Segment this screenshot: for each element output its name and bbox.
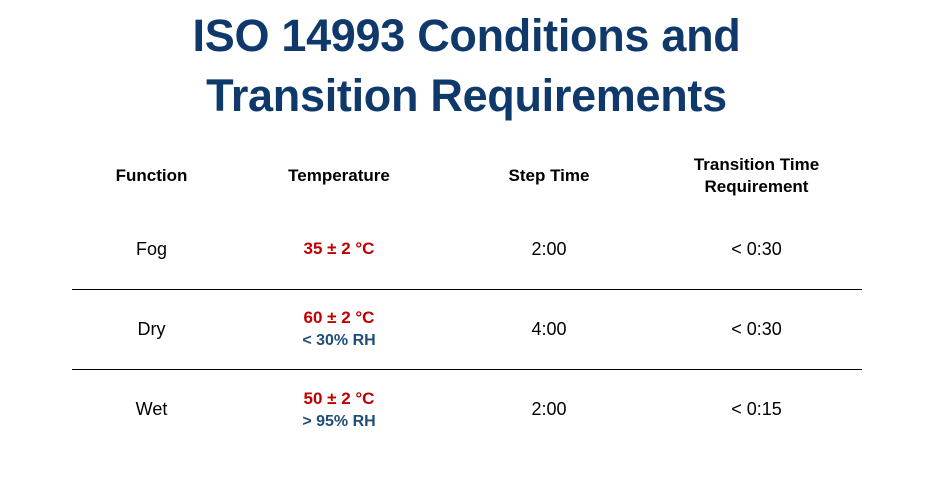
cell-transition-time: < 0:30 bbox=[731, 238, 782, 259]
table-body bbox=[72, 210, 862, 450]
temperature-stack bbox=[232, 388, 447, 433]
humidity-value: < 30% RH bbox=[302, 332, 376, 350]
cell-temperature bbox=[232, 370, 447, 450]
cell-step-time: 4:00 bbox=[447, 290, 652, 370]
temperature-stack bbox=[232, 238, 447, 261]
page-title bbox=[0, 0, 933, 126]
page-title-line-2: Transition Requirements bbox=[206, 69, 727, 121]
cell-function: Dry bbox=[72, 290, 232, 370]
temperature-value: 50 ± 2 °C bbox=[303, 388, 375, 408]
table-row bbox=[72, 210, 862, 290]
table-header bbox=[72, 148, 862, 210]
cell-transition-time: < 0:15 bbox=[652, 370, 862, 450]
cell-step-time: 2:00 bbox=[531, 238, 567, 259]
temperature-stack bbox=[232, 307, 447, 352]
table-header-row bbox=[72, 148, 862, 210]
cell-function: Fog bbox=[135, 238, 168, 259]
cell-step-time: 2:00 bbox=[447, 370, 652, 450]
column-header-transition-time-line-1: Transition Time bbox=[693, 155, 820, 175]
cell-temperature bbox=[232, 290, 447, 370]
table-row bbox=[72, 370, 862, 450]
cell-temperature bbox=[232, 210, 447, 290]
temperature-value: 35 ± 2 °C bbox=[303, 238, 375, 258]
page-title-line-1: ISO 14993 Conditions and bbox=[192, 10, 741, 61]
column-header-step-time: Step Time bbox=[508, 166, 590, 186]
cell-transition-time: < 0:30 bbox=[652, 290, 862, 370]
table-row bbox=[72, 290, 862, 370]
column-header-transition-time bbox=[652, 148, 862, 210]
column-header-function: Function bbox=[115, 166, 188, 186]
column-header-temperature: Temperature bbox=[288, 166, 390, 186]
humidity-value: > 95% RH bbox=[302, 412, 376, 430]
conditions-table bbox=[72, 148, 862, 450]
column-header-transition-time-line-2: Requirement bbox=[704, 176, 809, 196]
cell-function: Wet bbox=[72, 370, 232, 450]
temperature-value: 60 ± 2 °C bbox=[303, 308, 375, 328]
